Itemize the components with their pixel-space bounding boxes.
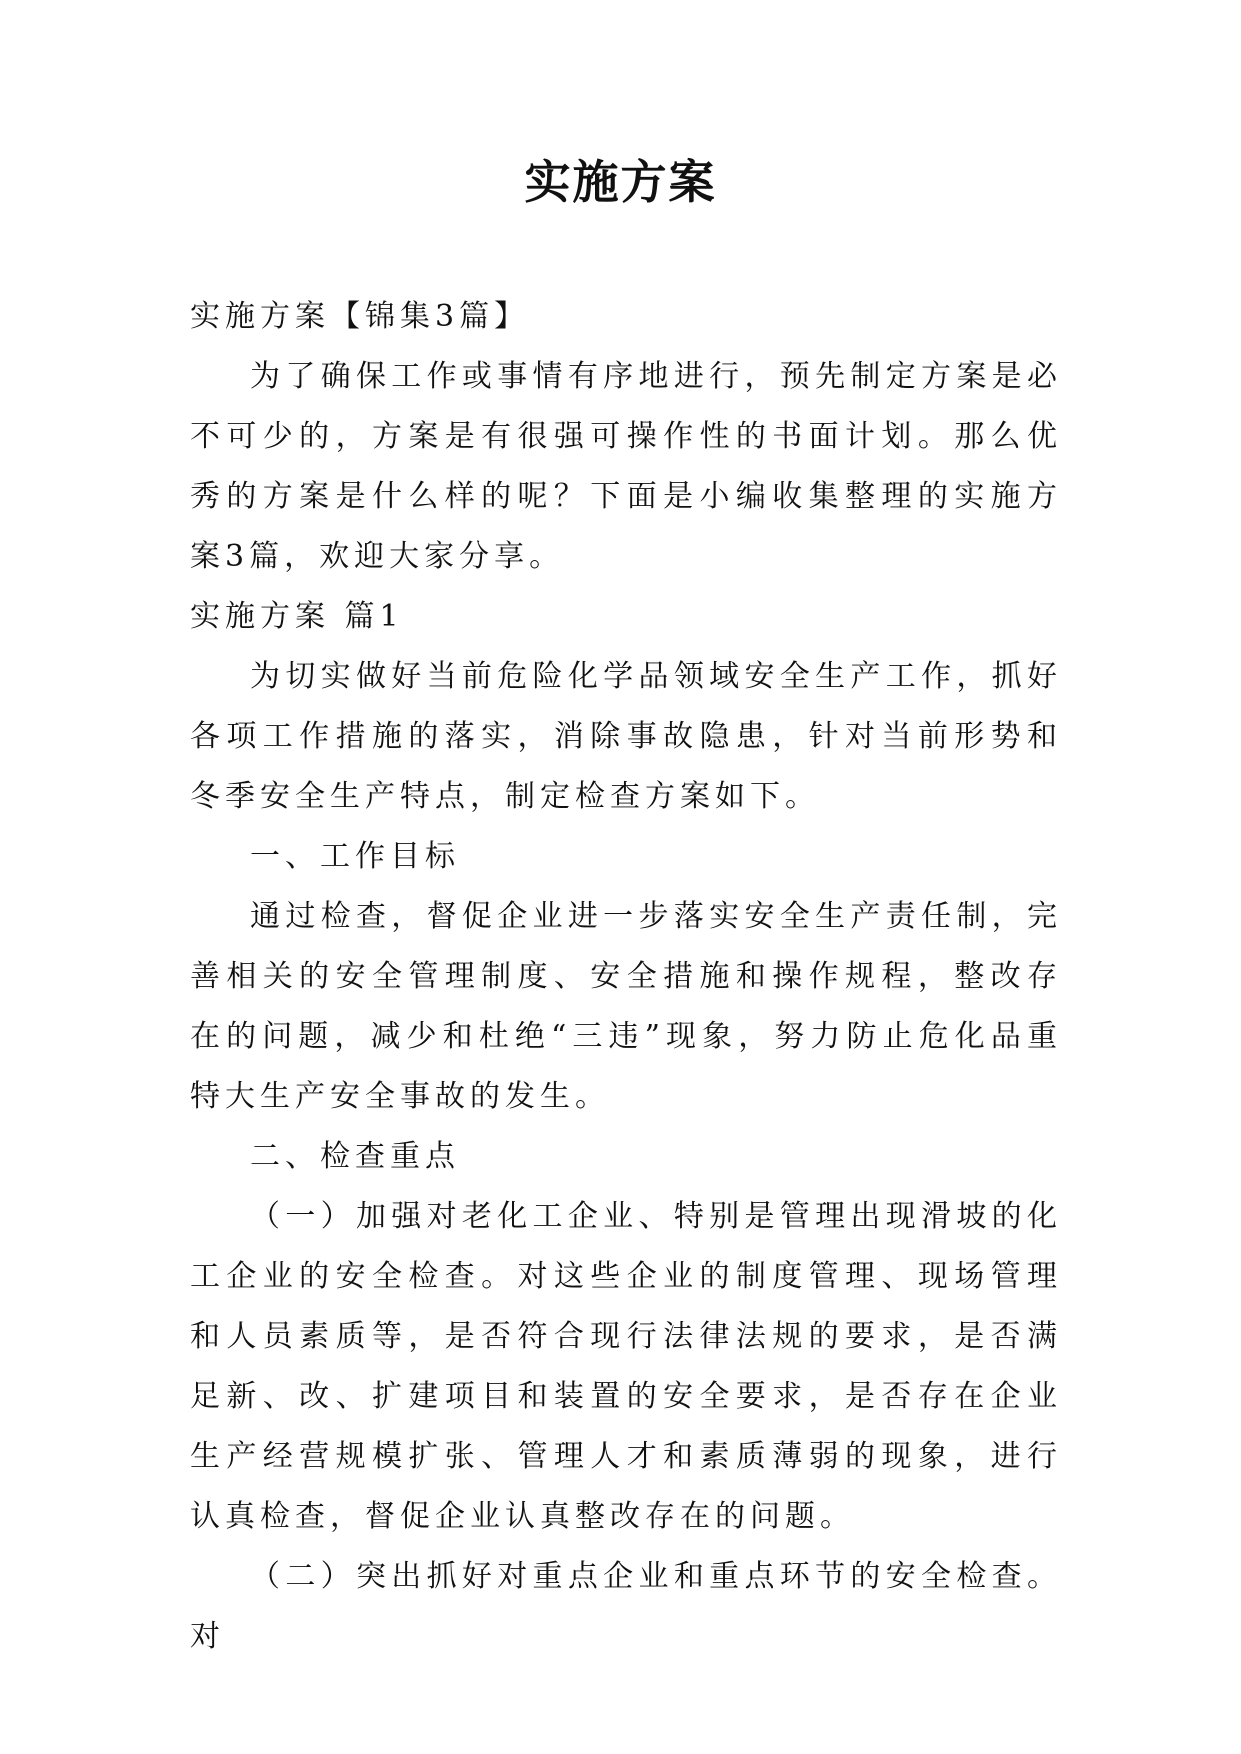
body-paragraph: （一）加强对老化工企业、特别是管理出现滑坡的化工企业的安全检查。对这些企业的制度管理、现场管理和人员素质等，是否符合现行法律法规的要求，是否满足新、改、扩建项目和装置的安全要求，是否存在企业生产经营规模扩张、管理人才和素质薄弱的现象，进行认真检查，督促企业认真整改存在的问题。 xyxy=(190,1199,1062,1534)
body-paragraph: （二）突出抓好对重点企业和重点环节的安全检查。对 xyxy=(190,1559,1062,1654)
subsection-heading: 一、工作目标 xyxy=(250,839,460,874)
intro-paragraph: 为了确保工作或事情有序地进行，预先制定方案是必不可少的，方案是有很强可操作性的书面计划。那么优秀的方案是什么样的呢？下面是小编收集整理的实施方案3篇，欢迎大家分享。 xyxy=(190,359,1062,574)
document-body xyxy=(190,287,1062,1667)
section-heading: 实施方案 篇1 xyxy=(190,599,404,634)
section-heading: 实施方案【锦集3篇】 xyxy=(190,299,530,334)
subsection-heading: 二、检查重点 xyxy=(250,1139,460,1174)
body-paragraph: 为切实做好当前危险化学品领域安全生产工作，抓好各项工作措施的落实，消除事故隐患，针对当前形势和冬季安全生产特点，制定检查方案如下。 xyxy=(190,659,1062,814)
document-title: 实施方案 xyxy=(524,155,717,209)
body-paragraph: 通过检查，督促企业进一步落实安全生产责任制，完善相关的安全管理制度、安全措施和操作规程，整改存在的问题，减少和杜绝“三违”现象，努力防止危化品重特大生产安全事故的发生。 xyxy=(190,899,1062,1114)
